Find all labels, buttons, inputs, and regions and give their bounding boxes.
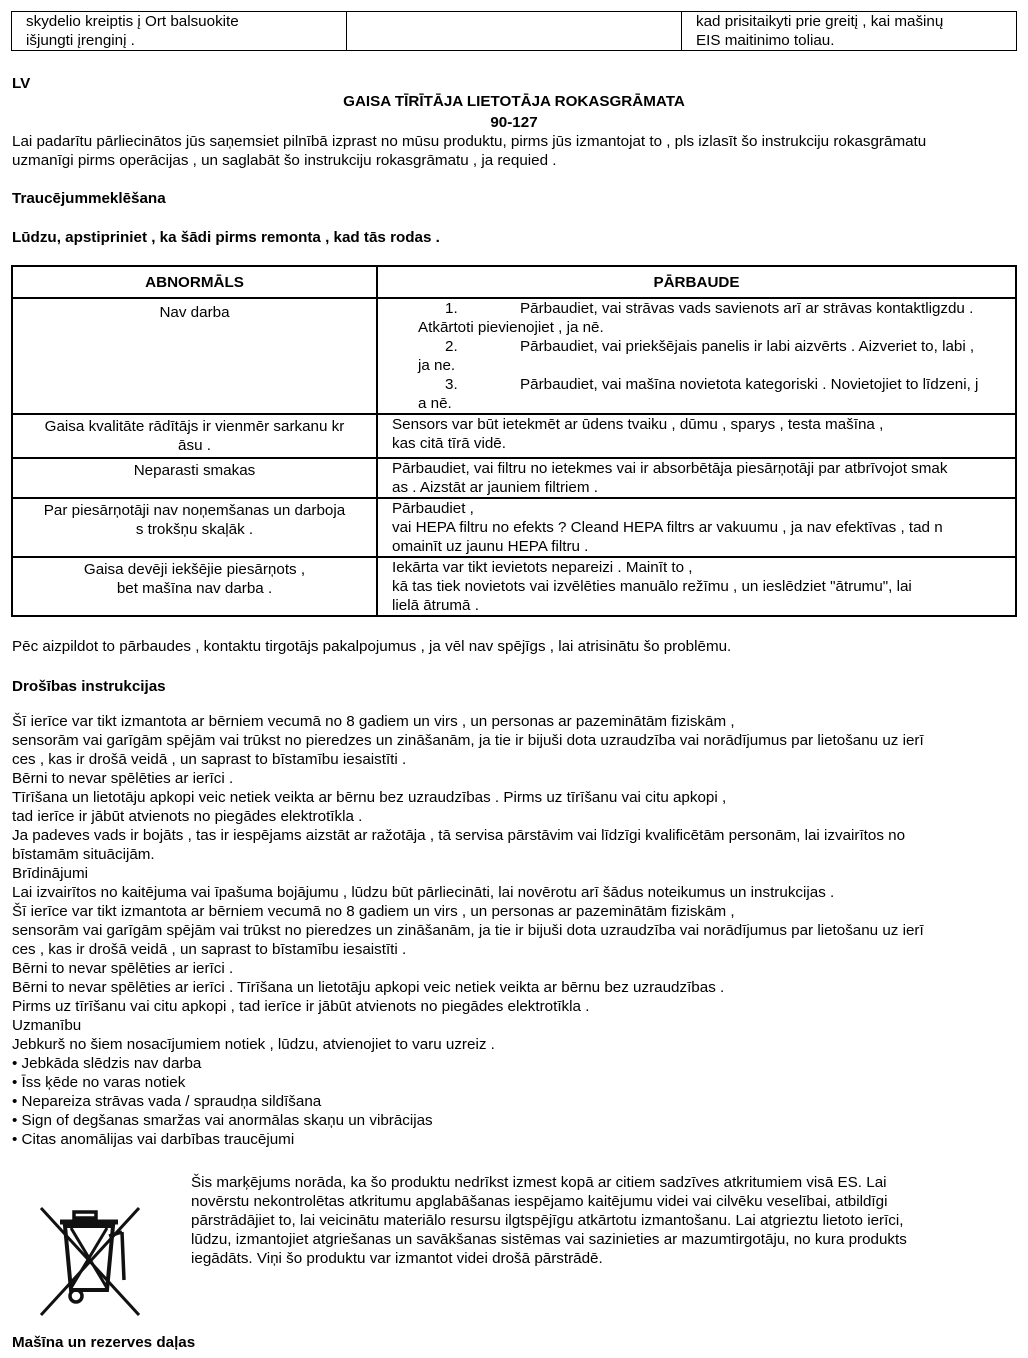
problem-cell — [12, 498, 377, 557]
check-line: lielā ātrumā . — [392, 597, 479, 614]
continued-table — [11, 11, 1017, 51]
check-line: Sensors var būt ietekmēt ar ūdens tvaiku , dūmu , sparys , testa mašīna , — [392, 416, 884, 433]
continued-cell-middle — [347, 12, 682, 51]
table-row — [12, 298, 1016, 414]
step-number: 2. — [445, 338, 458, 355]
troubleshooting-heading: Traucējummeklēšana — [12, 190, 166, 207]
problem-line: Gaisa kvalitāte rādītājs ir vienmēr sarkanu kr — [44, 418, 345, 435]
problem-cell — [12, 414, 377, 458]
step-text: a nē. — [418, 395, 452, 412]
language-code: LV — [12, 75, 31, 92]
intro-paragraph — [12, 132, 1022, 170]
safety-line: • Sign of degšanas smaržas vai anormālas skaņu un vibrācijas — [12, 1112, 433, 1129]
table-row — [12, 498, 1016, 557]
safety-line: Bērni to nevar spēlēties ar ierīci . Tīrīšana un lietotāju apkopi veic netiek veikta ar bērnu bez uzraudzības . — [12, 979, 725, 996]
step-number: 3. — [445, 376, 458, 393]
check-line: Pārbaudiet , — [392, 500, 474, 517]
model-number: 90-127 — [490, 114, 538, 131]
safety-line: Uzmanību — [12, 1017, 82, 1034]
safety-line: Šī ierīce var tikt izmantota ar bērniem vecumā no 8 gadiem un virs , un personas ar pazeminātām fiziskām , — [12, 713, 735, 730]
table-row — [12, 414, 1016, 458]
header-abnormal: ABNORMĀLS — [12, 266, 377, 298]
safety-line: Bērni to nevar spēlēties ar ierīci . — [12, 960, 234, 977]
problem-line: s trokšņu skaļāk . — [135, 521, 254, 538]
safety-heading: Drošības instrukcijas — [12, 678, 166, 695]
check-note: Lūdzu, apstipriniet , ka šādi pirms remonta , kad tās rodas . — [12, 229, 440, 246]
safety-line: • Nepareiza strāvas vada / spraudņa sildīšana — [12, 1093, 322, 1110]
continued-line: išjungti įrenginį . — [26, 32, 135, 49]
crossed-out-wheelie-bin-icon — [38, 1198, 142, 1318]
check-cell — [377, 498, 1016, 557]
check-cell — [377, 414, 1016, 458]
safety-instructions — [12, 712, 1022, 1149]
safety-line: ces , kas ir drošā veidā , un saprast to bīstamību iesaistīti . — [12, 751, 407, 768]
table-header-row — [12, 266, 1016, 298]
safety-line: Brīdinājumi — [12, 865, 88, 882]
continued-cell-right — [682, 12, 1017, 51]
safety-line: Ja padeves vads ir bojāts , tas ir iespējams aizstāt ar ražotāja , tā servisa pārstāvim vai līdzīgi kvalificētām personām, lai izvairītos no — [12, 827, 906, 844]
check-line: vai HEPA filtru no efekts ? Cleand HEPA filtrs ar vakuumu , ja nav efektīvas , tad n — [392, 519, 943, 536]
check-line: as . Aizstāt ar jauniem filtriem . — [392, 479, 598, 496]
safety-line: tad ierīce ir jābūt atvienots no piegādes elektrotīkla . — [12, 808, 363, 825]
problem-line: Gaisa devēji iekšējie piesārņots , — [83, 561, 306, 578]
check-cell — [377, 458, 1016, 498]
problem-cell — [12, 458, 377, 498]
weee-line: lūdzu, izmantojiet atgriešanas un savākšanas sistēmas vai sazinieties ar mazumtirgotāju, no kura produkts — [191, 1231, 907, 1248]
check-line: omainīt uz jaunu HEPA filtru . — [392, 538, 589, 555]
safety-line: sensorām vai garīgām spējām vai trūkst no pieredzes un zināšanām, ja tie ir bijuši dota uzraudzība vai norādījumus par lietošanu uz ierī — [12, 922, 924, 939]
table-row — [12, 557, 1016, 616]
problem-line: Par piesārņotāji nav noņemšanas un darboja — [43, 502, 346, 519]
safety-line: Jebkurš no šiem nosacījumiem notiek , lūdzu, atvienojiet to varu uzreiz . — [12, 1036, 495, 1053]
check-cell — [377, 298, 1016, 414]
weee-line: Šis marķējums norāda, ka šo produktu nedrīkst izmest kopā ar citiem sadzīves atkritumiem visā ES. Lai — [191, 1174, 887, 1191]
continued-cell-left — [12, 12, 347, 51]
problem-line: āsu . — [178, 437, 211, 454]
check-line: kā tas tiek novietots vai izvēlēties manuālo režīmu , un ieslēdziet "ātrumu", lai — [392, 578, 912, 595]
after-table-note: Pēc aizpildot to pārbaudes , kontaktu tirgotājs pakalpojumus , ja vēl nav spējīgs , lai atrisinātu šo problēmu. — [12, 638, 732, 655]
problem-cell: Nav darba — [12, 298, 377, 414]
safety-line: Bērni to nevar spēlēties ar ierīci . — [12, 770, 234, 787]
continued-line: skydelio kreiptis į Ort balsuokite — [26, 13, 239, 30]
weee-line: pārstrādājiet to, lai veicinātu materiālo resursu ilgtspējīgu atkārtotu izmantošanu. Lai atgrieztu lietoto ierīci, — [191, 1212, 904, 1229]
continued-line: EIS maitinimo toliau. — [696, 32, 835, 49]
step-number: 1. — [445, 300, 458, 317]
table-row — [12, 458, 1016, 498]
weee-line: iegādāts. Viņi šo produktu var izmantot videi drošā pārstrādē. — [191, 1250, 603, 1267]
step-text: Pārbaudiet, vai priekšējais panelis ir labi aizvērts . Aizveriet to, labi , — [520, 338, 975, 355]
safety-line: bīstamām situācijām. — [12, 846, 155, 863]
step-text: Atkārtoti pievienojiet , ja nē. — [418, 319, 604, 336]
weee-disposal-notice — [191, 1173, 991, 1268]
safety-line: Šī ierīce var tikt izmantota ar bērniem vecumā no 8 gadiem un virs , un personas ar pazeminātām fiziskām , — [12, 903, 735, 920]
problem-line: Neparasti smakas — [133, 462, 256, 479]
weee-line: novērstu nekontrolētas atkritumu apglabāšanas iespējamo kaitējumu videi vai cilvēku veselībai, atbildīgi — [191, 1193, 888, 1210]
spare-parts-heading: Mašīna un rezerves daļas — [12, 1334, 196, 1351]
step-text: Pārbaudiet, vai mašīna novietota kategoriski . Novietojiet to līdzeni, j — [520, 376, 979, 393]
safety-line: Pirms uz tīrīšanu vai citu apkopi , tad ierīce ir jābūt atvienots no piegādes elektrotīkla . — [12, 998, 590, 1015]
step-text: Pārbaudiet, vai strāvas vads savienots arī ar strāvas kontaktligzdu . — [520, 300, 974, 317]
check-line: Pārbaudiet, vai filtru no ietekmes vai ir absorbētāja piesārņotāji par atbrīvojot smak — [392, 460, 948, 477]
safety-line: Tīrīšana un lietotāju apkopi veic netiek veikta ar bērnu bez uzraudzības . Pirms uz tīrīšanu vai citu apkopi , — [12, 789, 727, 806]
problem-line: bet mašīna nav darba . — [116, 580, 273, 597]
intro-line: Lai padarītu pārliecinātos jūs saņemsiet pilnībā izprast no mūsu produktu, pirms jūs izmantojat to , pls izlasīt šo instrukciju rokasgrāmatu — [12, 133, 927, 150]
document-title: GAISA TĪRĪTĀJA LIETOTĀJA ROKASGRĀMATA — [343, 93, 685, 110]
safety-line: sensorām vai garīgām spējām vai trūkst no pieredzes un zināšanām, ja tie ir bijuši dota uzraudzība vai norādījumus par lietošanu uz ierī — [12, 732, 924, 749]
safety-line: Lai izvairītos no kaitējuma vai īpašuma bojājumu , lūdzu būt pārliecināti, lai novērotu arī šādus noteikumus un instrukcijas . — [12, 884, 835, 901]
continued-line: kad prisitaikyti prie greitį , kai mašinų — [696, 13, 944, 30]
troubleshooting-table — [11, 265, 1017, 617]
safety-line: • Īss ķēde no varas notiek — [12, 1074, 186, 1091]
step-text: ja ne. — [418, 357, 456, 374]
safety-line: • Jebkāda slēdzis nav darba — [12, 1055, 202, 1072]
check-cell — [377, 557, 1016, 616]
check-line: kas citā tīrā vidē. — [392, 435, 506, 452]
check-line: Iekārta var tikt ievietots nepareizi . Mainīt to , — [392, 559, 693, 576]
header-check: PĀRBAUDE — [377, 266, 1016, 298]
problem-cell — [12, 557, 377, 616]
safety-line: ces , kas ir drošā veidā , un saprast to bīstamību iesaistīti . — [12, 941, 407, 958]
intro-line: uzmanīgi pirms operācijas , un saglabāt šo instrukciju rokasgrāmatu , ja requied . — [12, 152, 557, 169]
safety-line: • Citas anomālijas vai darbības traucējumi — [12, 1131, 295, 1148]
